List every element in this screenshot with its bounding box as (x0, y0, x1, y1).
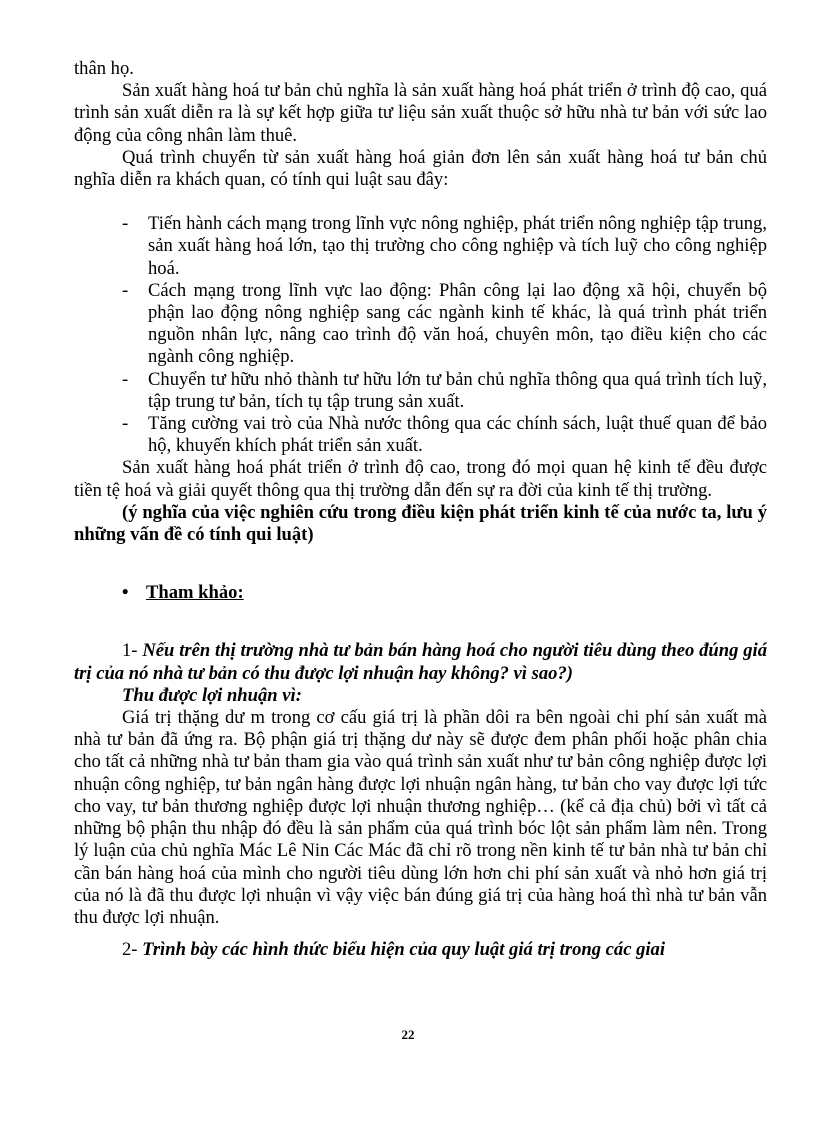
dash-marker: - (122, 368, 129, 390)
question-1 (74, 640, 767, 684)
page-number: 22 (401, 1027, 415, 1042)
spacer (74, 604, 767, 626)
list-item-text: Tiến hành cách mạng trong lĩnh vực nông nghiệp, phát triển nông nghiệp tập trung, sản xuất hàng hoá lớn, tạo thị trường cho công nghiệp và tích luỹ cho công nghiệp hoá. (148, 213, 767, 279)
paragraph-transition: Quá trình chuyển từ sản xuất hàng hoá giản đơn lên sản xuất hàng hoá tư bản chủ nghĩa diễn ra khách quan, có tính qui luật sau đây: (74, 146, 767, 191)
law-list (74, 213, 767, 457)
spacer (74, 626, 767, 640)
spacer (74, 191, 767, 213)
list-item (74, 369, 767, 413)
question-2 (74, 939, 767, 961)
list-item-text: Cách mạng trong lĩnh vực lao động: Phân công lại lao động xã hội, chuyển bộ phận lao động nông nghiệp sang các ngành kinh tế khác, là quá trình phát triển nguồn nhân lực, nâng cao trình độ văn hoá, chuyên môn, tạo điều kiện cho các ngành công nghiệp. (148, 279, 767, 368)
dash-marker: - (122, 213, 129, 235)
document-page (74, 58, 767, 961)
bullet-icon: • (122, 582, 129, 604)
dash-marker: - (122, 279, 129, 301)
question-text: Trình bày các hình thức biểu hiện của quy luật giá trị trong các giai (142, 939, 666, 961)
list-item-text: Tăng cường vai trò của Nhà nước thông qua các chính sách, luật thuế quan để bảo hộ, khuyến khích phát triển sản xuất. (148, 413, 767, 457)
paragraph-capitalist-production: Sản xuất hàng hoá tư bản chủ nghĩa là sản xuất hàng hoá phát triển ở trình độ cao, quá trình sản xuất diễn ra là sự kết hợp giữa tư liệu sản xuất thuộc sở hữu nhà tư bản với sức lao động của công nhân làm thuê. (74, 80, 767, 146)
spacer (74, 546, 767, 568)
spacer (74, 568, 767, 582)
paragraph-continuation: thân họ. (74, 58, 134, 79)
reference-heading (74, 582, 767, 604)
reference-title: Tham khảo: (146, 582, 244, 604)
list-item (74, 280, 767, 369)
question-text: Nếu trên thị trường nhà tư bản bán hàng hoá cho người tiêu dùng theo đúng giá trị của nó nhà tư bản có thu được lợi nhuận hay không? vì sao?) (74, 640, 767, 684)
spacer (74, 929, 767, 939)
list-item (74, 413, 767, 457)
note-significance: (ý nghĩa của việc nghiên cứu trong điều kiện phát triển kinh tế của nước ta, lưu ý những vấn đề có tính qui luật) (74, 501, 767, 546)
list-item-text: Chuyển tư hữu nhỏ thành tư hữu lớn tư bản chủ nghĩa thông qua quá trình tích luỹ, tập trung tư bản, tích tụ tập trung sản xuất. (148, 368, 767, 412)
paragraph-market-economy: Sản xuất hàng hoá phát triển ở trình độ cao, trong đó mọi quan hệ kinh tế đều được tiền tệ hoá và giải quyết thông qua thị trường dẫn đến sự ra đời của kinh tế thị trường. (74, 457, 767, 501)
answer-body: Giá trị thặng dư m trong cơ cấu giá trị là phần dôi ra bên ngoài chi phí sản xuất mà nhà tư bản đã ứng ra. Bộ phận giá trị thặng dư này sẽ được đem phân phối hoặc phân chia cho tất cả những nhà tư bản tham gia vào quá trình sản xuất như tư bản công nghiệp được lợi nhuận công nghiệp, tư bản ngân hàng được lợi nhuận ngân hàng, tư bản cho vay được lợi tức cho vay, tư bản thương nghiệp được lợi nhuận thương nghiệp… (kể cả địa chủ) bởi vì tất cả những bộ phận thu nhập đó đều là sản phẩm của quá trình bóc lột sản phẩm làm nên. Trong lý luận của chủ nghĩa Mác Lê Nin Các Mác đã chỉ rõ trong nền kinh tế tư bản nhà tư bản chỉ cần bán hàng hoá của mình cho người tiêu dùng lớn hơn chi phí sản xuất và nhỏ hơn giá trị của nó là đã thu được lợi nhuận vì vậy việc bán đúng giá trị của hàng hoá thì nhà tư bản vẫn thu được lợi nhuận. (74, 707, 767, 928)
answer-heading: Thu được lợi nhuận vì: (122, 684, 302, 706)
list-item (74, 213, 767, 280)
question-number: 1- (122, 640, 138, 662)
question-number: 2- (122, 939, 138, 961)
dash-marker: - (122, 413, 129, 435)
